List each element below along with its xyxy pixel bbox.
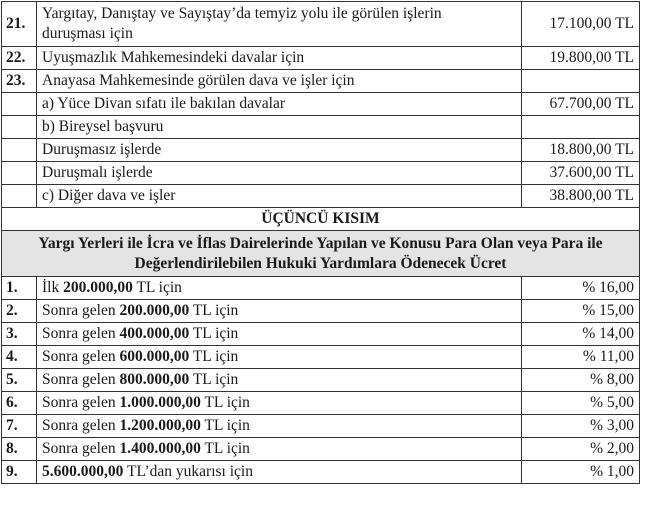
table-row [2, 415, 640, 438]
row-value: 19.800,00 TL [522, 47, 640, 70]
row-amount: 200.000,00 [119, 302, 190, 319]
table-row [2, 300, 640, 323]
row-number [2, 93, 37, 116]
table-row [2, 162, 640, 185]
row-amount: 200.000,00 [63, 279, 133, 296]
row-prefix: Sonra gelen [42, 371, 120, 388]
table-row [2, 116, 640, 139]
row-description: Duruşmalı işlerde [37, 162, 522, 185]
table-row [2, 323, 640, 346]
row-number: 8. [2, 438, 37, 461]
row-amount: 400.000,00 [119, 325, 190, 342]
section-title: ÜÇÜNCÜ KISIM [2, 208, 640, 231]
row-number: 1. [2, 277, 37, 300]
section-heading-line2: Değerlendirilebilen Hukuki Yardımlara Ödenecek Ücret [134, 254, 507, 272]
row-suffix: TL için [189, 325, 239, 342]
row-description [37, 2, 522, 47]
row-description [37, 438, 522, 461]
row-description: Anayasa Mahkemesinde görülen dava ve işler için [37, 70, 522, 93]
section-heading [2, 231, 640, 277]
row-description: Uyuşmazlık Mahkemesindeki davalar için [37, 47, 522, 70]
row-rate: % 8,00 [522, 369, 640, 392]
row-amount: 5.600.000,00 [42, 463, 124, 480]
row-prefix: Sonra gelen [42, 394, 120, 411]
row-description: b) Bireysel başvuru [37, 116, 522, 139]
table-row [2, 185, 640, 208]
row-amount: 600.000,00 [119, 348, 190, 365]
row-description [37, 346, 522, 369]
row-rate: % 11,00 [522, 346, 640, 369]
table-row [2, 2, 640, 47]
row-number: 22. [2, 47, 37, 70]
row-prefix: Sonra gelen [42, 440, 120, 457]
row-description [37, 300, 522, 323]
row-description [37, 392, 522, 415]
row-number: 23. [2, 70, 37, 93]
row-description: c) Diğer dava ve işler [37, 185, 522, 208]
table-row [2, 369, 640, 392]
row-value: 18.800,00 TL [522, 139, 640, 162]
row-number [2, 162, 37, 185]
row-amount: 800.000,00 [119, 371, 190, 388]
row-amount: 1.000.000,00 [119, 394, 201, 411]
row-number: 6. [2, 392, 37, 415]
row-number [2, 185, 37, 208]
row-value [522, 116, 640, 139]
row-description [37, 323, 522, 346]
row-rate: % 2,00 [522, 438, 640, 461]
row-rate: % 16,00 [522, 277, 640, 300]
row-rate: % 3,00 [522, 415, 640, 438]
row-number [2, 139, 37, 162]
row-description-line1: Yargıtay, Danıştay ve Sayıştay’da temyiz yolu ile görülen işlerin [42, 5, 442, 22]
row-value [522, 70, 640, 93]
section-title-row [2, 208, 640, 231]
row-suffix: TL için [200, 394, 250, 411]
table-row [2, 461, 640, 484]
row-number [2, 116, 37, 139]
row-value: 37.600,00 TL [522, 162, 640, 185]
row-number: 7. [2, 415, 37, 438]
row-number: 5. [2, 369, 37, 392]
row-suffix: TL için [189, 348, 239, 365]
row-suffix: TL için [189, 371, 239, 388]
row-description-line2: duruşması için [42, 25, 133, 42]
row-amount: 1.200.000,00 [119, 417, 201, 434]
row-value: 67.700,00 TL [522, 93, 640, 116]
row-description: Duruşmasız işlerde [37, 139, 522, 162]
row-rate: % 5,00 [522, 392, 640, 415]
row-number: 4. [2, 346, 37, 369]
row-prefix: Sonra gelen [42, 417, 120, 434]
row-amount: 1.400.000,00 [119, 440, 201, 457]
row-suffix: TL için [200, 440, 250, 457]
row-number: 3. [2, 323, 37, 346]
row-prefix: İlk [42, 279, 64, 296]
row-number: 21. [2, 2, 37, 47]
row-rate: % 14,00 [522, 323, 640, 346]
table-row [2, 47, 640, 70]
row-description [37, 415, 522, 438]
row-value: 38.800,00 TL [522, 185, 640, 208]
table-row [2, 139, 640, 162]
row-suffix: TL için [189, 302, 239, 319]
row-rate: % 1,00 [522, 461, 640, 484]
section-heading-line1: Yargı Yerleri ile İcra ve İflas Dairelerinde Yapılan ve Konusu Para Olan veya Para ile [38, 234, 603, 252]
row-description [37, 277, 522, 300]
table-row [2, 93, 640, 116]
row-suffix: TL için [200, 417, 250, 434]
row-prefix: Sonra gelen [42, 325, 120, 342]
row-prefix: Sonra gelen [42, 302, 120, 319]
row-rate: % 15,00 [522, 300, 640, 323]
table-row [2, 346, 640, 369]
row-prefix: Sonra gelen [42, 348, 120, 365]
row-description: a) Yüce Divan sıfatı ile bakılan davalar [37, 93, 522, 116]
row-number: 2. [2, 300, 37, 323]
row-suffix: TL için [132, 279, 182, 296]
table-row [2, 277, 640, 300]
section-heading-row [2, 231, 640, 277]
row-description [37, 369, 522, 392]
row-value: 17.100,00 TL [522, 2, 640, 47]
table-row [2, 70, 640, 93]
fee-schedule-table [1, 1, 640, 484]
row-number: 9. [2, 461, 37, 484]
row-suffix: TL’dan yukarısı için [123, 463, 253, 480]
table-row [2, 392, 640, 415]
row-description [37, 461, 522, 484]
table-row [2, 438, 640, 461]
